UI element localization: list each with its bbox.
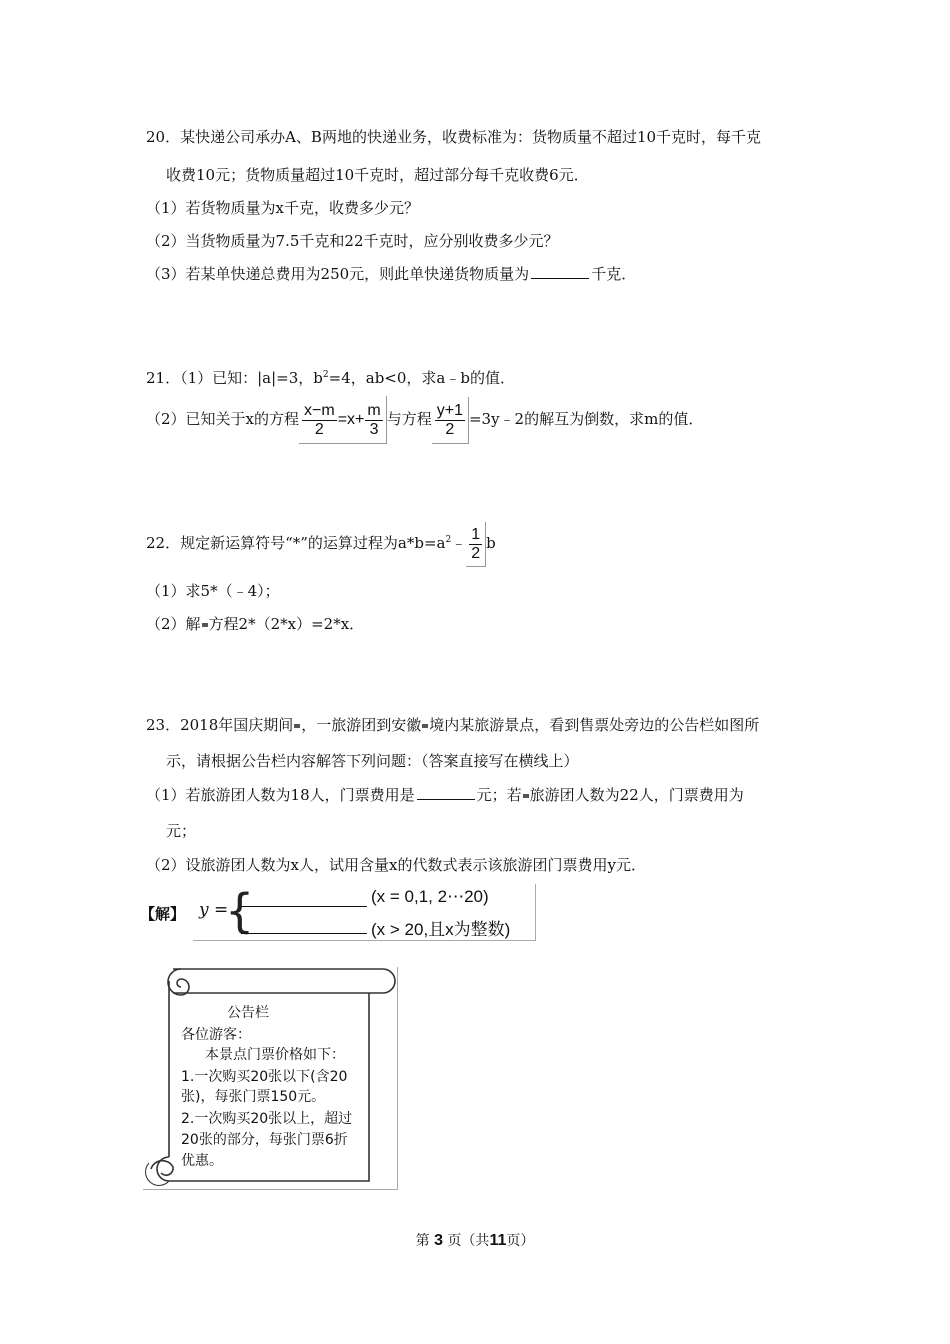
page-number: 3 bbox=[434, 1232, 443, 1249]
q23-line1 bbox=[146, 715, 759, 735]
artifact-mark bbox=[523, 794, 529, 798]
q20-part2: （2）当货物质量为7.5千克和22千克时，应分别收费多少元？ bbox=[146, 232, 559, 250]
q21-part2-text-b: 与方程 bbox=[386, 410, 432, 428]
solution-label: 【解】 bbox=[140, 905, 186, 923]
q21-part2 bbox=[146, 396, 703, 444]
q21-text-b: =4，ab<0，求a﹣b的值． bbox=[328, 369, 515, 387]
q20-line2: 收费10元；货物质量超过10千克时，超过部分每千克收费6元． bbox=[166, 166, 589, 184]
answer-blank[interactable] bbox=[417, 785, 475, 800]
notice-board bbox=[143, 967, 398, 1190]
q22-part2 bbox=[146, 614, 364, 634]
q23-part1-text-b: 元；若 bbox=[476, 786, 522, 804]
q23-part2: （2）设旅游团人数为x人，试用含量x的代数式表示该旅游团门票费用y元． bbox=[146, 856, 646, 874]
q23-part1 bbox=[146, 785, 744, 805]
q23-part1-text-c: 旅游团人数为22人，门票费用为 bbox=[529, 786, 744, 804]
q22-part2-text-b: 方程2*（2*x）=2*x． bbox=[208, 615, 365, 633]
notice-title: 公告栏 bbox=[227, 1005, 269, 1021]
solution-condition-2: (x > 20,且x为整数) bbox=[371, 920, 511, 939]
fraction-m-over-3: $\frac{m}{3}$ bbox=[367, 401, 381, 438]
equation-image-2 bbox=[432, 397, 469, 444]
footer-text-a: 第 bbox=[415, 1233, 430, 1249]
footer-text-c: 页） bbox=[506, 1233, 535, 1249]
q23-part1-tail: 元； bbox=[166, 822, 197, 840]
solution-y: y = bbox=[199, 900, 229, 920]
solution-blank-2[interactable] bbox=[241, 932, 367, 934]
equation-mid: =x+ bbox=[337, 411, 365, 428]
q21-line1 bbox=[146, 365, 515, 388]
fraction-x-minus-m: $\frac{x-m}{2}$ bbox=[304, 401, 335, 438]
q20-line1: 20．某快递公司承办A、B两地的快递业务，收费标准为：货物质量不超过10千克时，每千克 bbox=[146, 128, 762, 146]
notice-rule2-line2: 20张的部分，每张门票6折 bbox=[181, 1132, 348, 1148]
q21-text-a: 21．（1）已知：|a|=3，b bbox=[146, 369, 323, 387]
fraction-y-plus-1: $\frac{y+1}{2}$ bbox=[436, 402, 463, 438]
q21-part2-text-a: （2）已知关于x的方程 bbox=[146, 410, 300, 428]
equation-image-3 bbox=[466, 522, 486, 567]
q23-text-c: 境内某旅游景点，看到售票处旁边的公告栏如图所 bbox=[429, 716, 760, 734]
notice-rule1-line2: 张)，每张门票150元。 bbox=[181, 1089, 326, 1105]
q23-line2: 示，请根据公告栏内容解答下列问题：（答案直接写在横线上） bbox=[166, 752, 579, 770]
notice-greeting: 各位游客： bbox=[181, 1027, 251, 1043]
q22-part1: （1）求5*（﹣4）； bbox=[146, 582, 280, 600]
solution-formula bbox=[193, 884, 536, 941]
q20-part3-unit: 千克． bbox=[591, 265, 637, 283]
answer-blank[interactable] bbox=[531, 264, 589, 279]
artifact-mark bbox=[294, 724, 300, 728]
equation-image-1 bbox=[299, 396, 387, 444]
q22-line1 bbox=[146, 518, 496, 567]
artifact-mark bbox=[422, 724, 428, 728]
page-footer bbox=[0, 1230, 950, 1250]
fraction-one-half: $\frac{1}{2}$ bbox=[471, 526, 481, 562]
left-brace-icon: { bbox=[225, 884, 255, 938]
q23-part1-text-a: （1）若旅游团人数为18人，门票费用是 bbox=[146, 786, 415, 804]
q23-text-a: 23．2018年国庆期间 bbox=[146, 716, 294, 734]
q20-part1: （1）若货物质量为x千克，收费多少元？ bbox=[146, 199, 420, 217]
notice-rule2-line1: 2.一次购买20张以上，超过 bbox=[181, 1111, 353, 1127]
q22-text-b: b bbox=[486, 534, 496, 552]
q20-part3-text: （3）若某单快递总费用为250元，则此单快递货物质量为 bbox=[146, 265, 530, 283]
solution-condition-1: (x = 0,1, 2⋯20) bbox=[371, 887, 489, 906]
q22-minus: ﹣ bbox=[451, 534, 467, 552]
q22-text-a: 22．规定新运算符号“*”的运算过程为a*b=a bbox=[146, 534, 446, 552]
q22-exponent: 2 bbox=[445, 535, 452, 545]
notice-rule2-line3: 优惠。 bbox=[181, 1153, 223, 1169]
artifact-mark bbox=[202, 623, 208, 627]
footer-text-b: 页（共 bbox=[447, 1233, 490, 1249]
q21-exponent: 2 bbox=[322, 370, 329, 380]
q22-part2-text-a: （2）解 bbox=[146, 615, 201, 633]
q23-text-b: ，一旅游团到安徽 bbox=[301, 716, 422, 734]
notice-rule1-line1: 1.一次购买20张以下(含20 bbox=[181, 1069, 348, 1085]
q20-part3 bbox=[146, 264, 636, 284]
q21-part2-text-c: =3y﹣2的解互为倒数，求m的值． bbox=[468, 410, 704, 428]
solution-blank-1[interactable] bbox=[241, 905, 367, 907]
notice-intro: 本景点门票价格如下： bbox=[205, 1047, 345, 1063]
page-total: 11 bbox=[489, 1232, 507, 1249]
